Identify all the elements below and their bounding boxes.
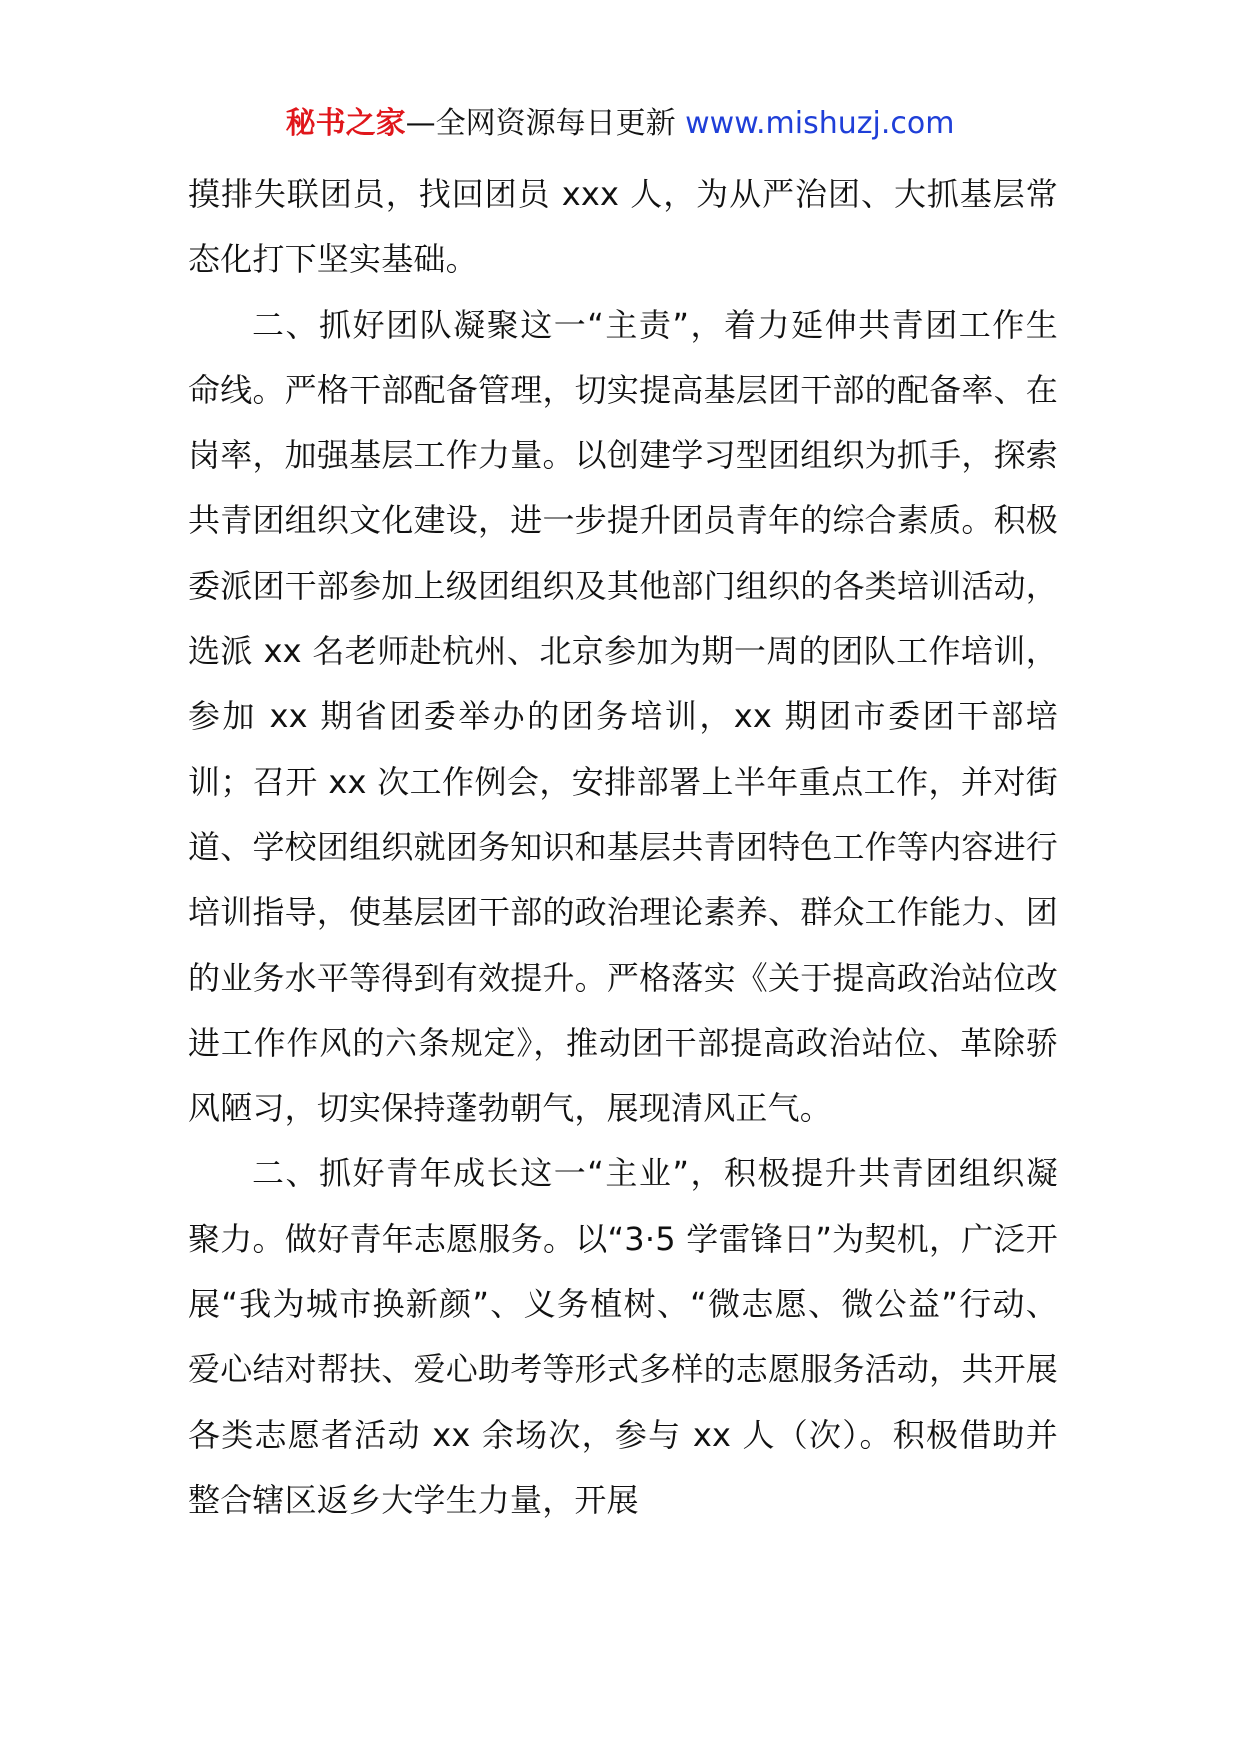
site-header bbox=[0, 100, 1240, 148]
paragraph-continuation: 摸排失联团员，找回团员 xxx 人，为从严治团、大抓基层常态化打下坚实基础。 bbox=[188, 175, 1058, 279]
paragraph-section-team-cohesion: 二、抓好团队凝聚这一“主责”，着力延伸共青团工作生命线。严格干部配备管理，切实提高基层团干部的配备率、在岗率，加强基层工作力量。以创建学习型团组织为抓手，探索共青团组织文化建设，进一步提升团员青年的综合素质。积极委派团干部参加上级团组织及其他部门组织的各类培训活动，选派 xx 名老师赴杭州、北京参加为期一周的团队工作培训，参加 xx 期省团委举办的团务培训，xx 期团市委团干部培训；召开 xx 次工作例会，安排部署上半年重点工作，并对街道、学校团组织就团务知识和基层共青团特色工作等内容进行培训指导，使基层团干部的政治理论素养、群众工作能力、团的业务水平等得到有效提升。严格落实《关于提高政治站位改进工作作风的六条规定》，推动团干部提高政治站位、革除骄风陋习，切实保持蓬勃朝气，展现清风正气。 bbox=[188, 305, 1058, 1128]
site-url-link[interactable]: www.mishuzj.com bbox=[685, 106, 955, 141]
brand-name: 秘书之家 bbox=[285, 106, 406, 141]
paragraph-section-youth-growth: 二、抓好青年成长这一“主业”，积极提升共青团组织凝聚力。做好青年志愿服务。以“3·5 学雷锋日”为契机，广泛开展“我为城市换新颜”、义务植树、“微志愿、微公益”行动、爱心结对帮扶、爱心助考等形式多样的志愿服务活动，共开展各类志愿者活动 xx 余场次，参与 xx 人（次）。积极借助并整合辖区返乡大学生力量，开展 bbox=[188, 1154, 1058, 1519]
document-body bbox=[188, 162, 1058, 1533]
header-tagline: —全网资源每日更新 bbox=[405, 106, 686, 141]
